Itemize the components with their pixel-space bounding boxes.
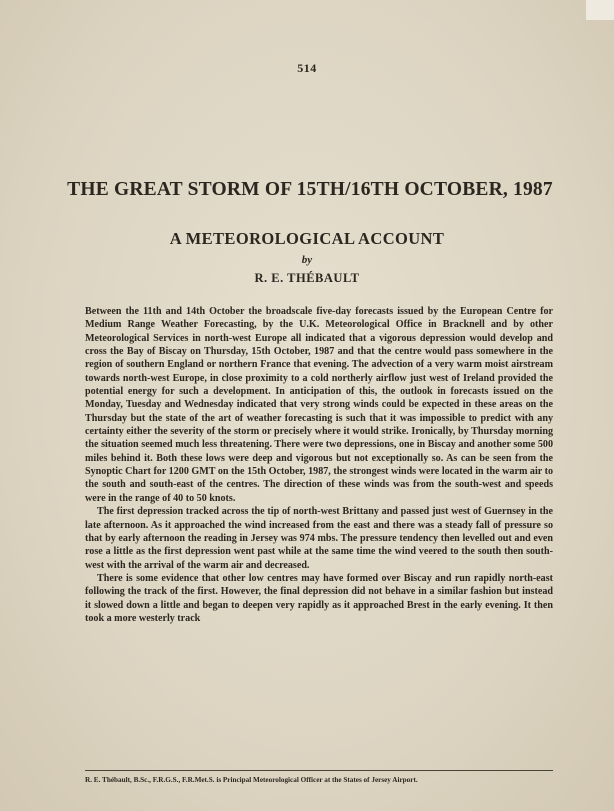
article-body [85,305,553,625]
paragraph-1: Between the 11th and 14th October the broadscale five-day forecasts issued by the European Centre for Medium Range Weather Forecasting, by the U.K. Meteorological Office in Bracknell and by other Meteorological Services in north-west Europe all indicated that a vigorous depression would develop and cross the Bay of Biscay on Thursday, 15th October, 1987 and that the centre would pass somewhere in the region of southern England or northern France that evening. The advection of a very warm moist airstream towards north-west Europe, in close proximity to a cold northerly airflow just west of Ireland provided the potential energy for such a development. In anticipation of this, the outlook in forecasts issued on the Monday, Tuesday and Wednesday indicated that very strong winds could be expected in these areas on the Thursday but the state of the art of weather forecasting is such that it was impossible to predict with any certainty either the severity of the storm or precisely where it would strike. Ironically, by Thursday morning the situation seemed much less threatening. There were two depressions, one in Biscay and another some 500 miles behind it. Both these lows were deep and vigorous but not exceptionally so. As can be seen from the Synoptic Chart for 1200 GMT on the 15th October, 1987, the strongest winds were located in the warm air to the south and south-east of the centres. The direction of these winds was from the south-west and speeds were in the range of 40 to 50 knots. [85,306,553,504]
paragraph-3: There is some evidence that other low centres may have formed over Biscay and run rapidly north-east following the track of the first. However, the final depression did not behave in a similar fashion but instead it slowed down a little and began to deepen very rapidly as it approached Brest in the early evening. It then took a more westerly track [85,572,553,624]
page-number: 514 [297,61,317,75]
author-name: R. E. THÉBAULT [254,271,360,285]
article-title: THE GREAT STORM OF 15TH/16TH OCTOBER, 1987 [67,179,553,200]
footnote-divider [85,770,553,771]
byline-word: by [301,254,313,266]
article-subtitle: A METEOROLOGICAL ACCOUNT [169,229,445,248]
paragraph-2: The first depression tracked across the tip of north-west Brittany and passed just west of Guernsey in the late afternoon. As it approached the wind increased from the east and there was a steady fall of pressure so that by early afternoon the reading in Jersey was 974 mbs. The pressure tendency then levelled out and even rose a little as the first depression went past while at the same time the wind veered to the south then south-west with the arrival of the warm air and decreased. [85,506,553,571]
scan-corner [586,0,614,20]
author-footnote: R. E. Thébault, B.Sc., F.R.G.S., F.R.Met.S. is Principal Meteorological Officer at the States of Jersey Airport. [85,776,418,784]
